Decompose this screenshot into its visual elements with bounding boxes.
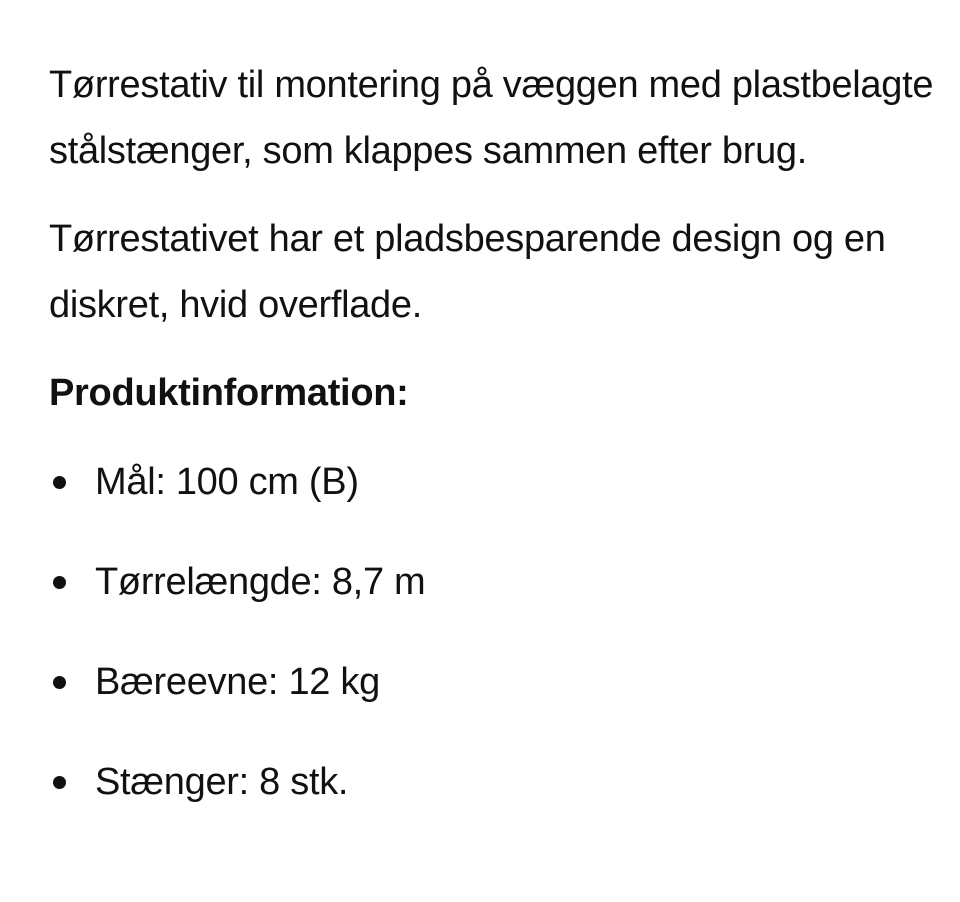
bullet-icon <box>53 776 66 789</box>
spec-item-label: Bæreevne: 12 kg <box>95 661 380 703</box>
bullet-icon <box>53 576 66 589</box>
description-paragraph-1: Tørrestativ til montering på væggen med plastbelagte stålstænger, som klappes sammen efter brug. <box>49 64 934 172</box>
bullet-icon <box>53 676 66 689</box>
description-paragraph-2: Tørrestativet har et pladsbesparende design og en diskret, hvid overflade. <box>49 218 886 326</box>
bullet-icon <box>53 476 66 489</box>
spec-item-dimensions <box>49 452 944 512</box>
spec-item-label: Stænger: 8 stk. <box>95 761 349 803</box>
product-description <box>49 52 944 852</box>
product-info-list <box>49 452 944 812</box>
spec-item-bars <box>49 752 944 812</box>
spec-item-drying-length <box>49 552 944 612</box>
product-info-heading: Produktinformation: <box>49 372 409 414</box>
spec-item-label: Tørrelængde: 8,7 m <box>95 561 426 603</box>
spec-item-label: Mål: 100 cm (B) <box>95 461 359 503</box>
spec-item-load-capacity <box>49 652 944 712</box>
